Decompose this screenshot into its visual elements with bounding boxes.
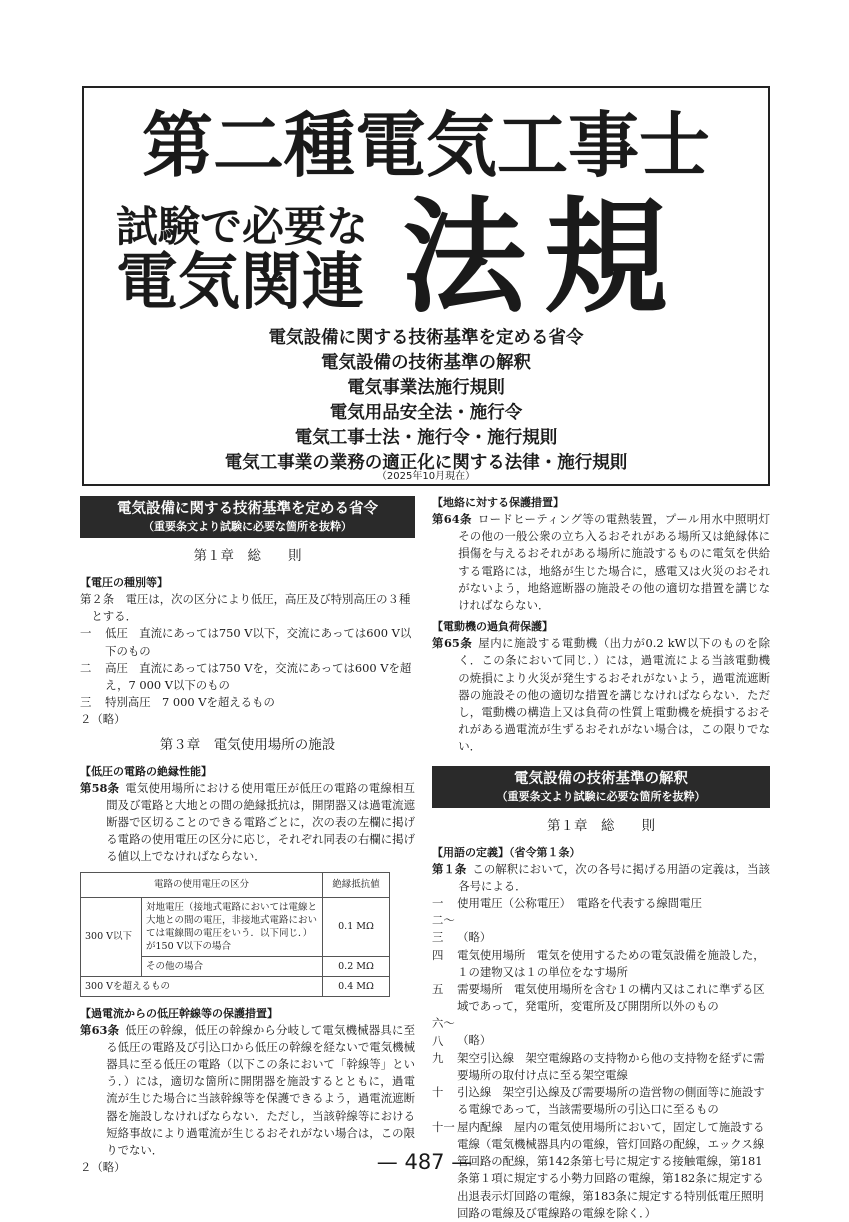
- article-heading: 【用語の定義】（省令第１条）: [432, 845, 581, 859]
- section-banner: [80, 496, 415, 538]
- table-cell: 0.4 MΩ: [323, 976, 390, 996]
- subtitle: 電気設備の技術基準の解釈: [321, 353, 531, 373]
- list-item: 一 使用電圧（公称電圧） 電路を代表する線間電圧: [432, 896, 702, 911]
- section-banner: [432, 766, 770, 808]
- as-of-date: （2025年10月現在）: [376, 471, 476, 482]
- subtitle: 電気用品安全法・施行令: [329, 403, 523, 423]
- list-item: 一 低圧 直流にあっては750 V以下，交流にあっては600 V以下のもの: [80, 626, 412, 658]
- list-item: 十一 屋内配線 屋内の電気使用場所において，固定して施設する電線（電気機械器具内の電線，管灯回路の配線，エックス線管回路の配線，第142条第七号に規定する接触電線，第181条第１項に規定する小勢力回路の電線，第182条に規定する出退表示灯回路の電線，第183条に規定する特別低電圧照明回路の電線及び電線路の電線を除く．）: [432, 1119, 765, 1220]
- article-58: 第58条 電気使用場所における使用電圧が低圧の電路の電線相互間及び電路と大地との間の絶縁抵抗は，開閉器又は過電流遮断器で区切ることのできる電路ごとに，次の表の左欄に掲げる電路の使用電圧の区分に応じ，それぞれ同表の右欄に掲げる値以上でなければならない．: [80, 780, 415, 864]
- title-line2: 試験で必要な: [116, 202, 369, 251]
- list-item: 六～八 （略）: [432, 1016, 492, 1048]
- table-header: 絶縁抵抗値: [323, 872, 390, 897]
- article-heading: 【電動機の過負荷保護】: [432, 620, 553, 634]
- table-header: 電路の使用電圧の区分: [81, 872, 323, 897]
- paragraph-2: ２（略）: [80, 1160, 126, 1175]
- chapter-heading: 第３章 電気使用場所の施設: [159, 736, 336, 753]
- article-1: 第１条 この解釈において，次の各号に掲げる用語の定義は，当該各号による．: [432, 861, 770, 893]
- list-item: 九 架空引込線 架空電線路の支持物から他の支持物を経ずに需要場所の取付け点に至る架空電線: [432, 1050, 765, 1083]
- subtitle-list: [84, 326, 768, 476]
- chapter-heading: 第１章 総 則: [547, 817, 655, 834]
- subtitle: 電気工事業の業務の適正化に関する法律・施行規則: [224, 453, 628, 473]
- list-item: 二 高圧 直流にあっては750 Vを，交流にあっては600 Vを超え，7 000 V以下のもの: [80, 660, 412, 693]
- article-2: 第２条 電圧は，次の区分により低圧，高圧及び特別高圧の３種とする．: [80, 592, 411, 624]
- insulation-table: [80, 872, 390, 997]
- title-big: 法規: [402, 186, 687, 330]
- banner-title: 電気設備に関する技術基準を定める省令: [117, 501, 378, 517]
- table-cell: 0.1 MΩ: [323, 897, 390, 956]
- page-number: — 487 —: [376, 1150, 473, 1174]
- banner-title: 電気設備の技術基準の解釈: [514, 770, 688, 787]
- left-column: [80, 494, 415, 1176]
- right-column: [432, 494, 770, 1222]
- title-line3: 電気関連: [116, 245, 365, 318]
- title-box: [82, 86, 770, 486]
- subtitle: 電気設備に関する技術基準を定める省令: [268, 328, 584, 348]
- table-cell: 対地電圧（接地式電路においては電線と大地との間の電圧，非接地式電路においては電線間の電圧をいう．以下同じ．）が150 V以下の場合: [142, 897, 323, 956]
- paragraph-2: ２（略）: [80, 712, 126, 727]
- table-cell: 0.2 MΩ: [323, 956, 390, 976]
- subtitle: 電気事業法施行規則: [347, 378, 505, 398]
- title-line1: 第二種電気工事士: [141, 104, 710, 187]
- list-item: 五 需要場所 電気使用場所を含む１の構内又はこれに準ずる区域であって，発電所，変電所及び開閉所以外のもの: [432, 982, 765, 1014]
- table-cell: 300 Vを超えるもの: [81, 976, 323, 996]
- table-cell: 300 V以下: [81, 897, 142, 976]
- article-heading: 【地絡に対する保護措置】: [432, 496, 564, 509]
- banner-subtitle: （重要条文より試験に必要な箇所を抜粋）: [496, 789, 706, 803]
- banner-subtitle: （重要条文より試験に必要な箇所を抜粋）: [143, 520, 352, 533]
- article-63: 第63条 低圧の幹線，低圧の幹線から分岐して電気機械器具に至る低圧の電路及び引込口から低圧の幹線を経ないで電気機械器具に至る低圧の電路（以下この条において「幹線等」という．）には，適切な箇所に開閉器を施設するとともに，過電流が生じた場合に当該幹線等を保護できるよう，過電流遮断器を施設しなければならない．ただし，当該幹線等における短絡事故により過電流が生じるおそれがない場合は，この限りでない．: [80, 1022, 415, 1158]
- article-heading: 【低圧の電路の絶縁性能】: [80, 764, 212, 778]
- subtitle: 電気工事士法・施行令・施行規則: [294, 428, 558, 448]
- list-item: 四 電気使用場所 電気を使用するための電気設備を施設した，１の建物又は１の単位をなす場所: [432, 947, 765, 979]
- list-item: 三 特別高圧 7 000 Vを超えるもの: [80, 695, 275, 710]
- table-cell: その他の場合: [142, 956, 323, 976]
- list-item: 二～三 （略）: [432, 913, 492, 945]
- article-64: 第64条 ロードヒーティング等の電熱装置，プール用水中照明灯その他の一般公衆の立ち入るおそれがある場所又は絶縁体に損傷を与えるおそれがある場所に施設するものに電気を供給する電路には，地絡が生じた場合に，感電又は火災のおそれがないよう，地絡遮断器の施設その他の適切な措置を講じなければならない．: [432, 512, 770, 613]
- article-heading: 【過電流からの低圧幹線等の保護措置】: [80, 1006, 278, 1020]
- article-65: 第65条 屋内に施設する電動機（出力が0.2 kW以下のものを除く．この条において同じ．）には，過電流による当該電動機の焼損により火災が発生するおそれがないよう，過電流遮断器の施設その他の適切な措置を講じなければならない．ただし，電動機の構造上又は負荷の性質上電動機を焼損するおそれがある過電流が生ずるおそれがない場合は，この限りでない．: [432, 636, 770, 754]
- list-item: 十 引込線 架空引込線及び需要場所の造営物の側面等に施設する電線であって，当該需要場所の引込口に至るもの: [432, 1085, 765, 1117]
- article-heading: 【電圧の種別等】: [80, 576, 168, 589]
- chapter-heading: 第１章 総 則: [193, 548, 302, 564]
